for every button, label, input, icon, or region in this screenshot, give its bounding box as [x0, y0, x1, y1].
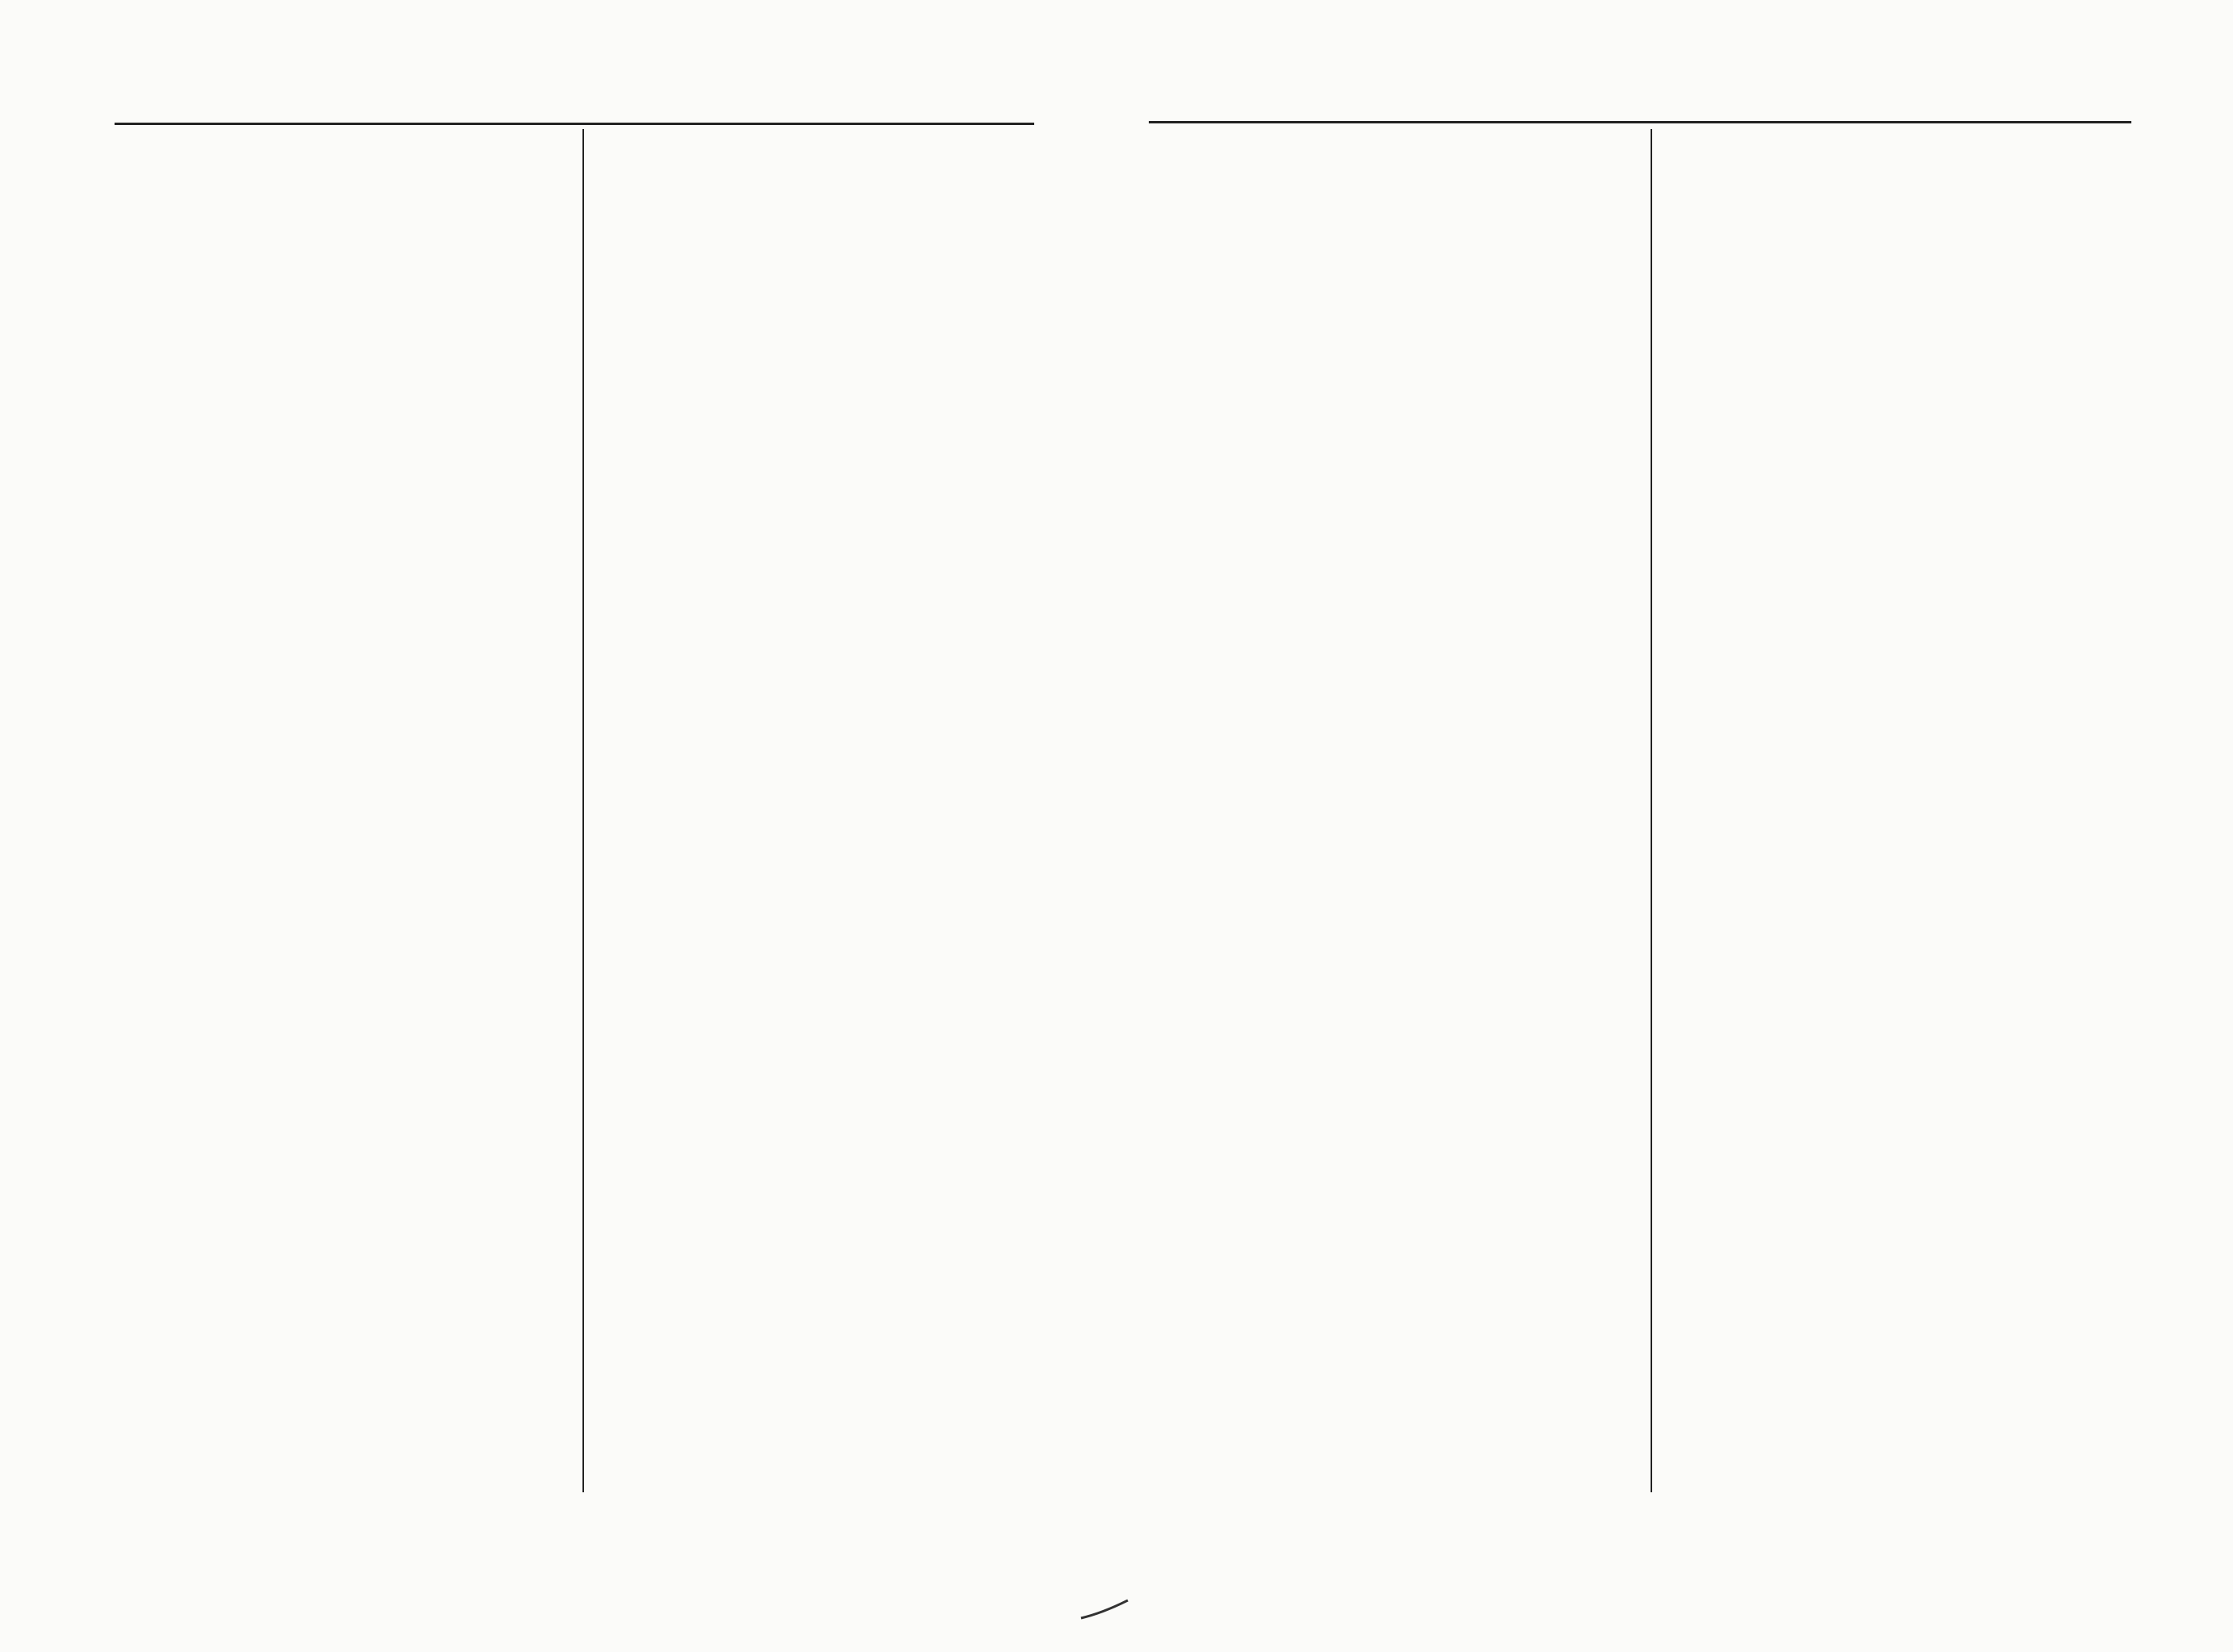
header-rule-right: [1149, 121, 2131, 123]
column-divider-left: [582, 129, 584, 1492]
pen-mark: [1078, 1594, 1134, 1626]
answer-column-2: [595, 131, 1041, 1518]
answer-column-4: [1657, 131, 2127, 1550]
answer-column-3: [1155, 131, 1638, 1550]
header-rule-left: [115, 123, 1034, 125]
column-divider-right: [1651, 129, 1652, 1492]
answer-column-1: [118, 131, 574, 1518]
